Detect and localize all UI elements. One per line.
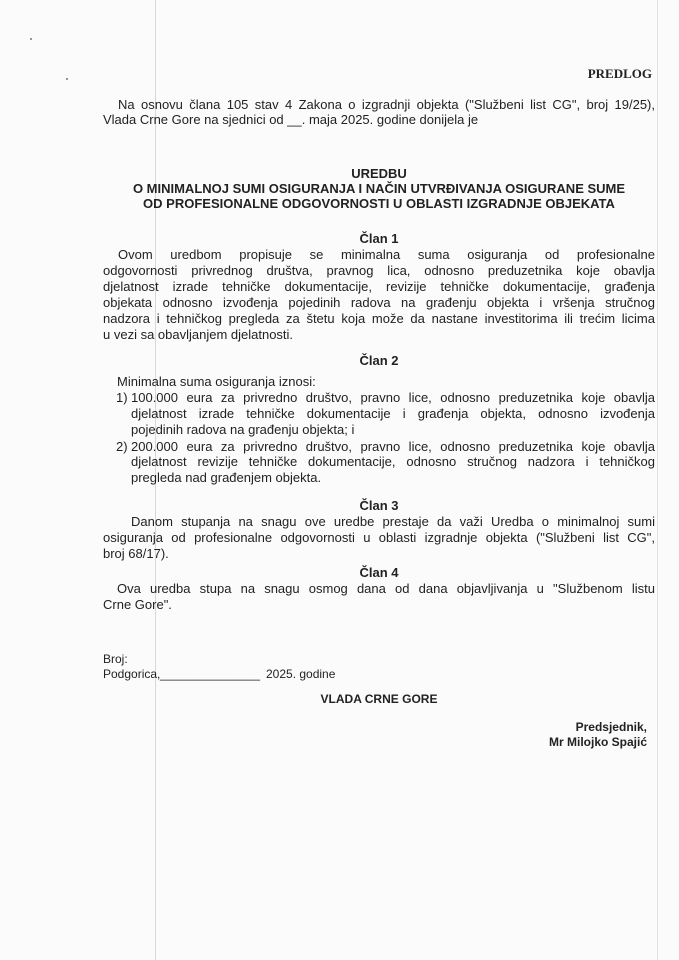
place-label: Podgorica, <box>103 667 161 681</box>
article-line: broj 68/17). <box>103 546 169 561</box>
year-label: 2025. godine <box>266 667 336 681</box>
list-number: 1) <box>116 390 128 405</box>
signatory-name: Mr Milojko Spajić <box>548 735 647 749</box>
title-line: UREDBU <box>351 166 407 181</box>
intro-line: Na osnovu člana 105 stav 4 Zakona o izgradnji objekta ("Službeni list CG", broj 19/25), <box>118 97 655 112</box>
article-line: odgovornosti privrednog društva, pravnog lica, odnosno preduzetnika koje obavlja <box>103 263 655 278</box>
article-heading: Član 2 <box>359 353 399 368</box>
scan-speck <box>30 38 32 40</box>
article-line: Ovom uredbom propisuje se minimalna suma osiguranja od profesionalne <box>118 247 655 262</box>
predlog-label: PREDLOG <box>587 66 652 81</box>
title-line: O MINIMALNOJ SUMI OSIGURANJA I NAČIN UTVRĐIVANJA OSIGURANE SUME <box>132 181 626 196</box>
article-line: djelatnost izrade tehničke dokumentacije, revizije tehničke dokumentacije, građenja <box>103 279 655 294</box>
list-item-line: djelatnost revizije tehničke dokumentacije, odnosno stručnog nadzora i tehničkog <box>131 454 655 469</box>
signatory-role: Predsjednik, <box>575 720 647 734</box>
article-heading: Član 4 <box>359 565 399 580</box>
scan-speck <box>66 78 68 80</box>
scan-line <box>657 0 658 960</box>
article-line: Minimalna suma osiguranja iznosi: <box>117 374 316 389</box>
list-item-line: pregleda nad građenjem objekta. <box>131 470 322 485</box>
list-number: 2) <box>116 439 128 454</box>
article-line: Crne Gore". <box>103 597 172 612</box>
article-line: u vezi sa obavljanjem djelatnosti. <box>103 327 294 342</box>
article-line: nadzora i tehničkog pregleda za štetu koja može da nastane investitorima ili trećim licima <box>103 311 655 326</box>
article-heading: Član 3 <box>359 498 399 513</box>
list-item-line: pojedinih radova na građenju objekta; i <box>131 422 355 437</box>
government-name: VLADA CRNE GORE <box>320 692 438 706</box>
article-line: Danom stupanja na snagu ove uredbe prestaje da važi Uredba o minimalnoj sumi <box>131 514 655 529</box>
list-item-line: djelatnost izrade tehničke dokumentacije i građenja objekta, odnosno izvođenja <box>131 406 655 421</box>
article-line: Ova uredba stupa na snagu osmog dana od dana objavljivanja u "Službenom listu <box>117 581 655 596</box>
article-line: objekata odnosno izvođenja pojedinih radova na građenju objekta i vršenja stručnog <box>103 295 655 310</box>
broj-label: Broj: <box>103 652 128 666</box>
intro-line: Vlada Crne Gore na sjednici od __. maja 2025. godine donijela je <box>103 112 479 127</box>
article-heading: Član 1 <box>359 231 399 246</box>
date-blank: _______________ <box>160 667 261 681</box>
list-item-line: 100.000 eura za privredno društvo, pravno lice, odnosno preduzetnika koje obavlja <box>131 390 655 405</box>
article-line: osiguranja od profesionalne odgovornosti u oblasti izgradnje objekta ("Službeni list CG", <box>103 530 655 545</box>
title-line: OD PROFESIONALNE ODGOVORNOSTI U OBLASTI IZGRADNJE OBJEKATA <box>143 196 615 211</box>
list-item-line: 200.000 eura za privredno društvo, pravno lice, odnosno preduzetnika koje obavlja <box>131 439 655 454</box>
